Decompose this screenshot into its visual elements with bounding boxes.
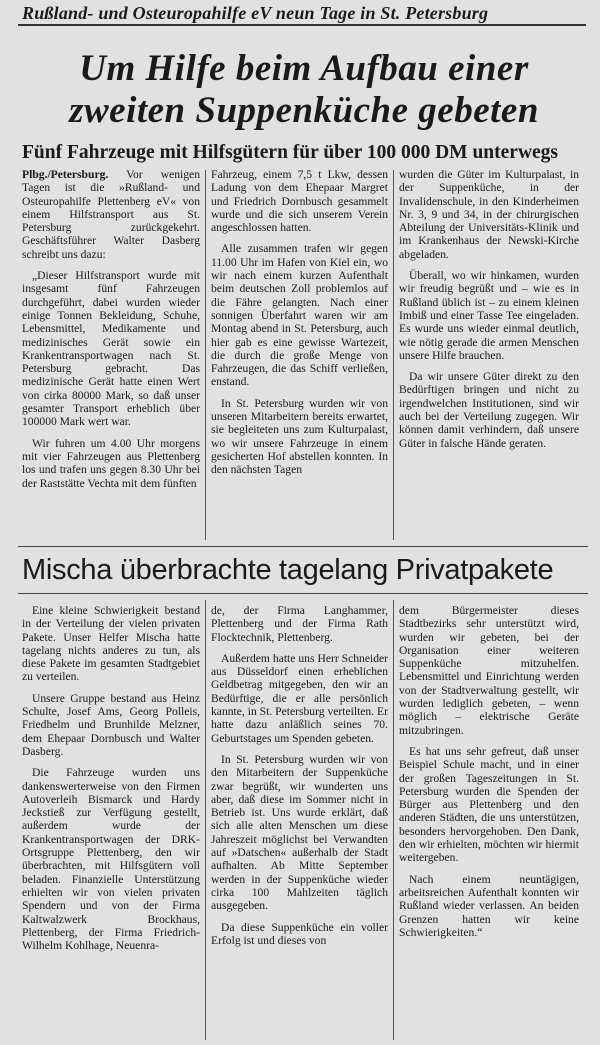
article1-col2-para2: Alle zusammen trafen wir gegen 11.00 Uhr im Hafen von Kiel ein, wo wir nach einem kurzen Aufenthalt beim deutschen Zoll problemlos auf die Fähre gelangten. Nach einer sonnigen Überfahrt waren wir am Montag abend in St. Petersburg, auch hier gab es eine gewisse Wartezeit, die durch die große Menge von Fahrzeugen, die das Schiff verließen, enstand. bbox=[211, 242, 388, 389]
kicker-rule bbox=[18, 24, 586, 26]
article1-col3-para3: Da wir unsere Güter direkt zu den Bedürftigen bringen und nicht zu irgendwelchen Institutionen, sind wir auch bei der Verteilung zugegen. Wir können damit verhindern, daß unsere Güter in falsche Hände geraten. bbox=[399, 370, 579, 450]
article1-headline: Um Hilfe beim Aufbau einer zweiten Suppenküche gebeten bbox=[69, 48, 539, 131]
article2-col1-para2: Unsere Gruppe bestand aus Heinz Schulte, Josef Ams, Georg Polleis, Friedhelm und Brunhilde Melzner, dem Ehepaar Dornbusch und Walter Dasberg. bbox=[22, 691, 200, 758]
column-divider bbox=[205, 170, 206, 540]
article2-column-1 bbox=[22, 604, 200, 952]
article2-col2-para4: Da diese Suppenküche ein voller Erfolg ist und dieses von bbox=[211, 920, 388, 947]
column-divider bbox=[393, 170, 394, 540]
article1-col1-para1-text: Vor wenigen Tagen ist die »Rußland- und Osteuropahilfe Plettenberg eV« von einem Hilfstransport aus St. Petersburg zurückgekehrt. Geschäftsführer Walter Dasberg schreibt uns dazu: bbox=[22, 168, 200, 261]
article1-column-2 bbox=[211, 168, 388, 477]
article1-col1-para1 bbox=[22, 168, 200, 261]
headline2-rule bbox=[18, 593, 588, 594]
article1-column-3 bbox=[399, 168, 579, 450]
section-rule bbox=[18, 546, 588, 547]
article2-col3-para2: Es hat uns sehr gefreut, daß unser Beispiel Schule macht, und in einer der großen Tageszeitungen in St. Petersburg wurden die Spenden der Bürger aus Plettenberg und den anderen Städten, die uns unterstützen, besonders hervorgehoben. Den Dank, den wir erhielten, möchten wir hiermit weitergeben. bbox=[399, 744, 579, 865]
article2-col2-para1: de, der Firma Langhammer, Plettenberg und der Firma Rath Flocktechnik, Plettenberg. bbox=[211, 604, 388, 644]
article2-headline: Mischa überbrachte tagelang Privatpakete bbox=[22, 554, 554, 586]
column-divider bbox=[393, 600, 394, 1040]
article1-column-1 bbox=[22, 168, 200, 490]
article1-col1-para2: „Dieser Hilfstransport wurde mit insgesamt fünf Fahrzeugen durchgeführt, dabei wurden wieder einige Tonnen Bekleidung, Schuhe, Lebensmittel, Medikamente und medizinisches Gerät sowie ein Krankentransportwagen nach St. Petersburg gebracht. Das medizinische Gerät hatte einen Wert von cirka 80000 Mark, so daß unser gesamter Transport erheblich über 100000 Mark wert war. bbox=[22, 269, 200, 429]
article1-col1-para3: Wir fuhren um 4.00 Uhr morgens mit vier Fahrzeugen aus Plettenberg los und trafen uns gegen 8.30 Uhr bei der Raststätte Vechta mit dem fünften bbox=[22, 436, 200, 490]
article1-col2-para1: Fahrzeug, einem 7,5 t Lkw, dessen Ladung von dem Ehepaar Margret und Friedrich Dornbusch gesammelt wurde und die sich unserem Verein angeschlossen hatten. bbox=[211, 168, 388, 235]
article1-col2-para3: In St. Petersburg wurden wir von unseren Mitarbeitern bereits erwartet, sie begleiteten uns zum Kulturpalast, wo wir unsere Fahrzeuge in einem gesicherten Hof abstellen konnten. In den nächsten Tagen bbox=[211, 396, 388, 477]
article1-col3-para1: wurden die Güter im Kulturpalast, in der Suppenküche, in der Invalidenschule, in den Kinderheimen Nr. 3, 9 und 34, in der chirurgischen Abteilung der Universitäts-Klinik und im Krankenhaus der Newski-Kirche abgeladen. bbox=[399, 168, 579, 261]
article2-column-3 bbox=[399, 604, 579, 939]
article2-col3-para1: dem Bürgermeister dieses Stadtbezirks sehr unterstützt wird, wurden wir gebeten, bei der Organisation einer weiteren Suppenküche mitzuhelfen. Lebensmittel und Einrichtung werden von der Stadtverwaltung gestellt, wir wurden lediglich gebeten, – wenn möglich – elektrische Geräte mitzubringen. bbox=[399, 604, 579, 737]
article1-subhead: Fünf Fahrzeuge mit Hilfsgütern für über 100 000 DM unterwegs bbox=[22, 142, 559, 163]
dateline: Plbg./Petersburg. bbox=[22, 168, 109, 181]
article1-kicker: Rußland- und Osteuropahilfe eV neun Tage in St. Petersburg bbox=[22, 3, 489, 23]
article2-col2-para2: Außerdem hatte uns Herr Schneider aus Düsseldorf einen erheblichen Geldbetrag mitgegeben, den wir an Bedürftige, die er alle persönlich kannte, in St. Petersburg verteilten. Er hatte dazu anläßlich seines 70. Geburtstages um Spenden gebeten. bbox=[211, 651, 388, 745]
article2-col1-para1: Eine kleine Schwierigkeit bestand in der Verteilung der vielen privaten Pakete. Unser Helfer Mischa hatte tagelang nichts anderes zu tun, als diese Pakete im gesamten Stadtgebiet zu verteilen. bbox=[22, 604, 200, 684]
article2-col3-para3: Nach einem neuntägigen, arbeitsreichen Aufenthalt konnten wir Rußland wieder verlassen. An beiden Grenzen hatten wir keine Schwierigkeiten.“ bbox=[399, 872, 579, 939]
article2-column-2 bbox=[211, 604, 388, 947]
article2-col1-para3: Die Fahrzeuge wurden uns dankenswerterweise von den Firmen Autoverleih Bismarck und Hardy Jeckstieß zur Verfügung gestellt, außerdem wurde der Krankentransportwagen der DRK-Ortsgruppe Plettenberg, den wir überbrachten, mit Hilfsgütern voll beladen. Finanzielle Unterstützung erhielten wir von vielen privaten Spendern und von der Firma Kaltwalzwerk Brockhaus, Plettenberg, der Firma Friedrich-Wilhelm Kohlhage, Neuenra- bbox=[22, 766, 200, 953]
column-divider bbox=[205, 600, 206, 1040]
article2-col2-para3: In St. Petersburg wurden wir von den Mitarbeitern der Suppenküche zwar begrüßt, wir wunderten uns aber, daß diese im Sommer nicht in Betrieb ist. Uns wurde erklärt, daß sich alle alten Menschen um diese Jahreszeit möglichst bei Verwandten auf »Datschen« außerhalb der Stadt aufhalten. Ab Mitte September werden in der Suppenküche wieder cirka 100 Mahlzeiten täglich ausgegeben. bbox=[211, 752, 388, 913]
article1-col3-para2: Überall, wo wir hinkamen, wurden wir freudig begrüßt und – wie es in Rußland üblich ist – zu einem kleinen Imbiß und einer Tasse Tee eingeladen. Es wurde uns wieder einmal deutlich, wie nötig gerade die armen Menschen unsere Hilfe brauchen. bbox=[399, 269, 579, 362]
